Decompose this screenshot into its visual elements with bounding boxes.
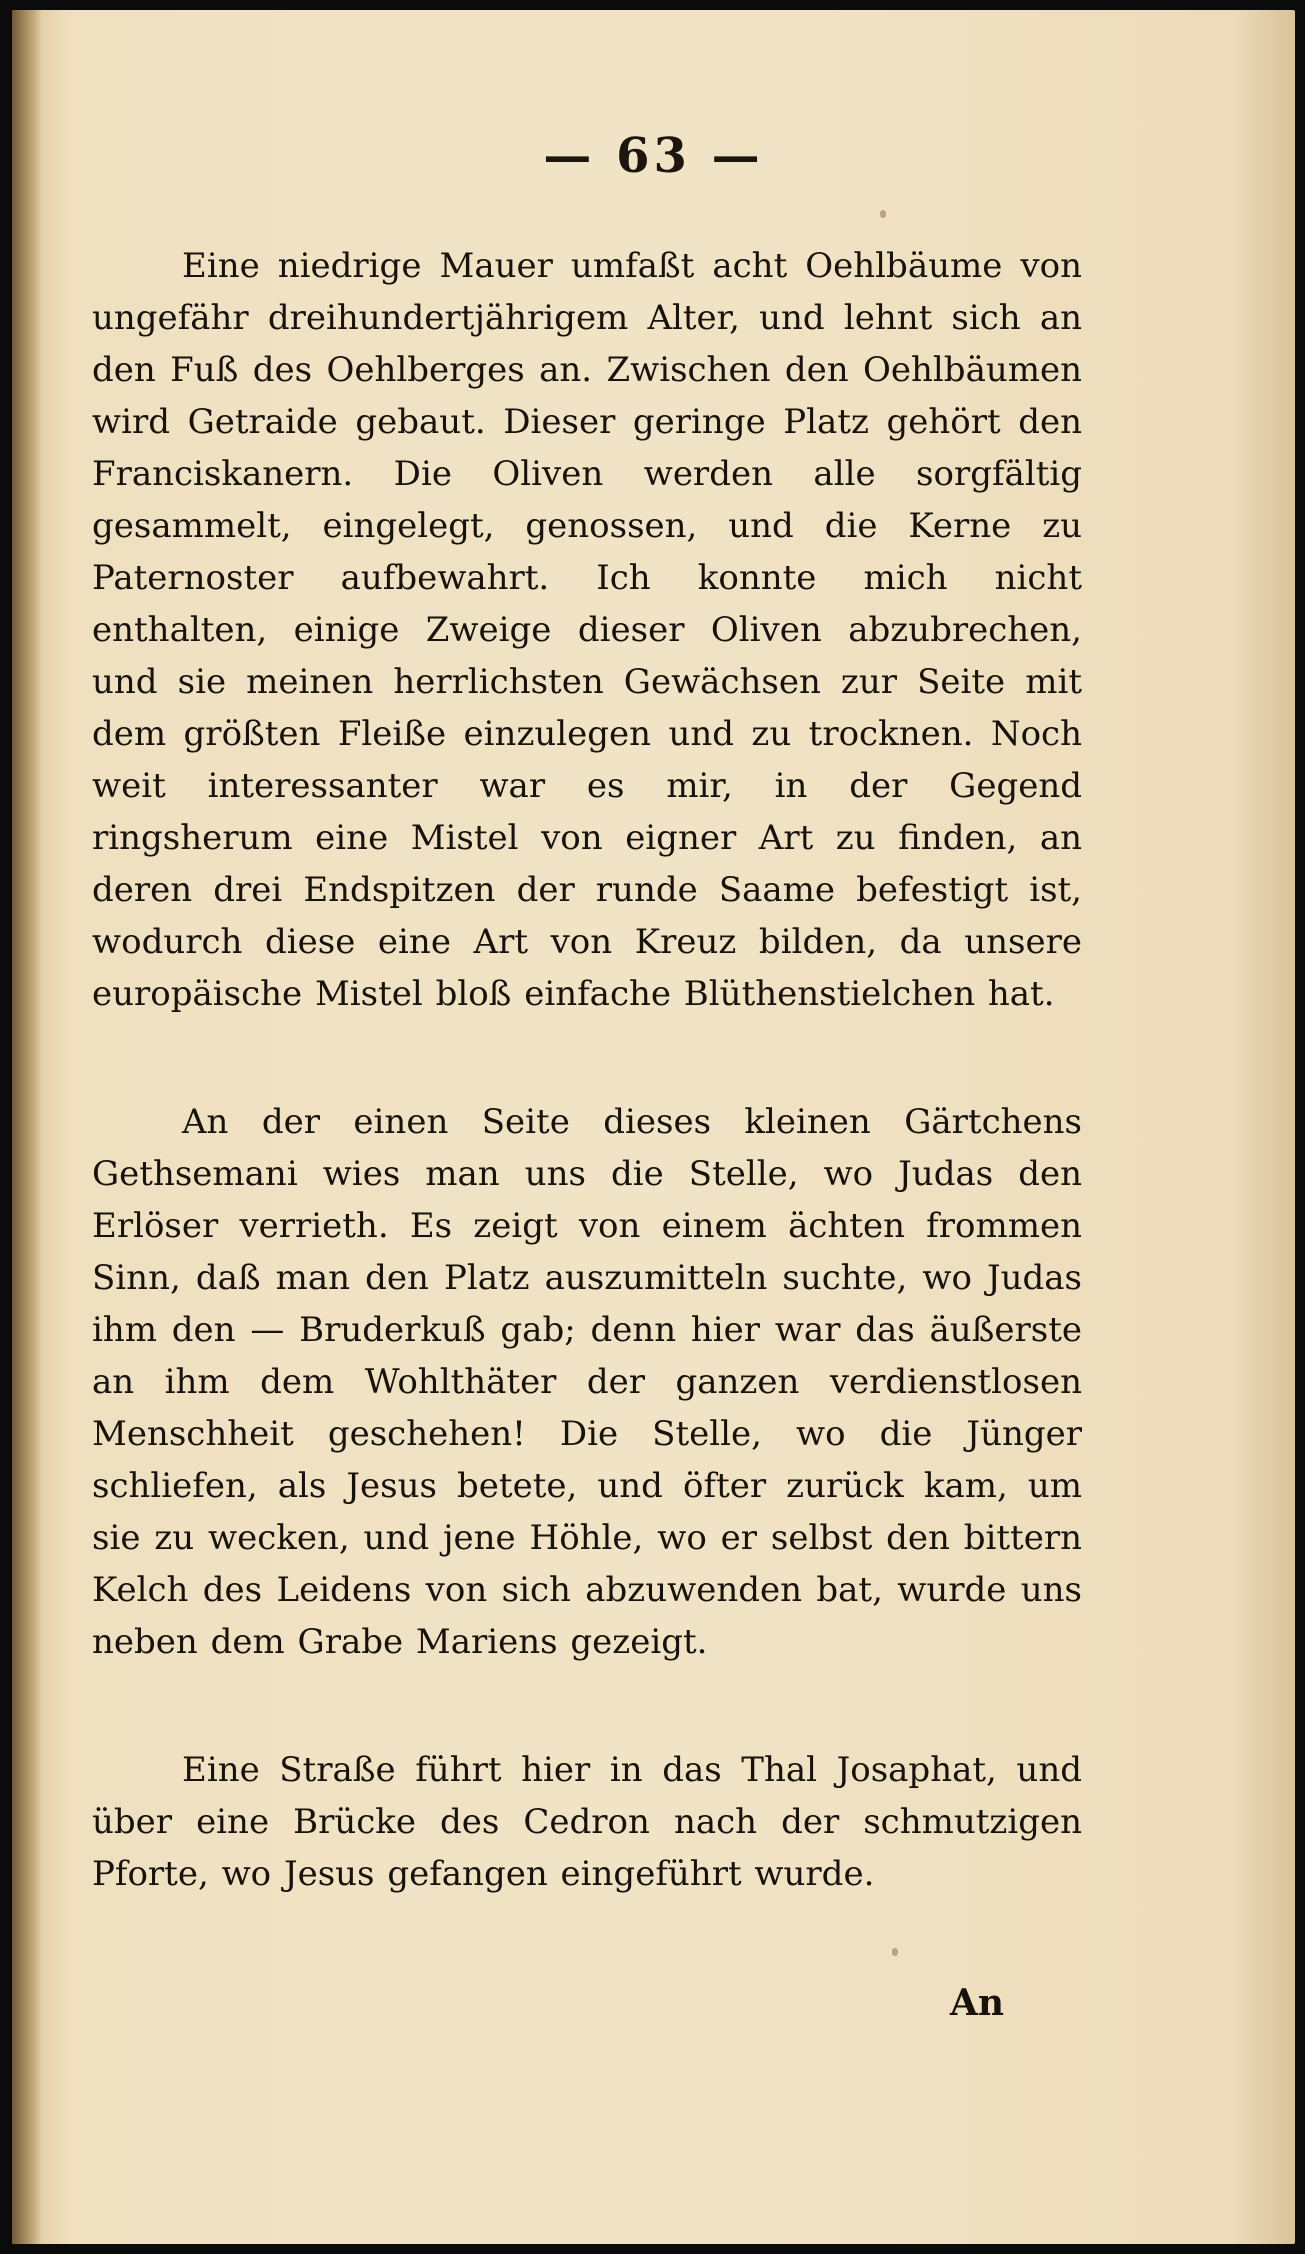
page-body [92, 240, 1082, 1976]
page-number-header: — 63 — [543, 128, 764, 184]
paragraph-gethsemani: An der einen Seite dieses kleinen Gärtchens Gethsemani wies man uns die Stelle, wo Judas den Erlöser verrieth. Es zeigt von einem ächten frommen Sinn, daß man den Platz auszumitteln suchte, wo Judas ihm den — Bruderkuß gab; denn hier war das äußerste an ihm dem Wohlthäter der ganzen verdienstlosen Menschheit geschehen! Die Stelle, wo die Jünger schliefen, als Jesus betete, und öfter zurück kam, um sie zu wecken, und jene Höhle, wo er selbst den bittern Kelch des Leidens von sich abzuwenden bat, wurde uns neben dem Grabe Mariens gezeigt. [92, 1102, 1082, 1662]
paper-speck [880, 210, 886, 218]
book-page [12, 10, 1295, 2244]
catchword: An [950, 1982, 1005, 2024]
paragraph-josaphat: Eine Straße führt hier in das Thal Josaphat, und über eine Brücke des Cedron nach der schmutzigen Pforte, wo Jesus gefangen eingeführt wurde. [92, 1750, 1082, 1894]
paragraph-olive-trees: Eine niedrige Mauer umfaßt acht Oehlbäume von ungefähr dreihundertjährigem Alter, und lehnt sich an den Fuß des Oehlberges an. Zwischen den Oehlbäumen wird Getraide gebaut. Dieser geringe Platz gehört den Franciskanern. Die Oliven werden alle sorgfältig gesammelt, eingelegt, genossen, und die Kerne zu Paternoster aufbewahrt. Ich konnte mich nicht enthalten, einige Zweige dieser Oliven abzubrechen, und sie meinen herrlichsten Gewächsen zur Seite mit dem größten Fleiße einzulegen und zu trocknen. Noch weit interessanter war es mir, in der Gegend ringsherum eine Mistel von eigner Art zu finden, an deren drei Endspitzen der runde Saame befestigt ist, wodurch diese eine Art von Kreuz bilden, da unsere europäische Mistel bloß einfache Blüthenstielchen hat. [92, 246, 1082, 1014]
page-spine-shadow [12, 10, 42, 2244]
paper-speck [892, 1948, 898, 1956]
